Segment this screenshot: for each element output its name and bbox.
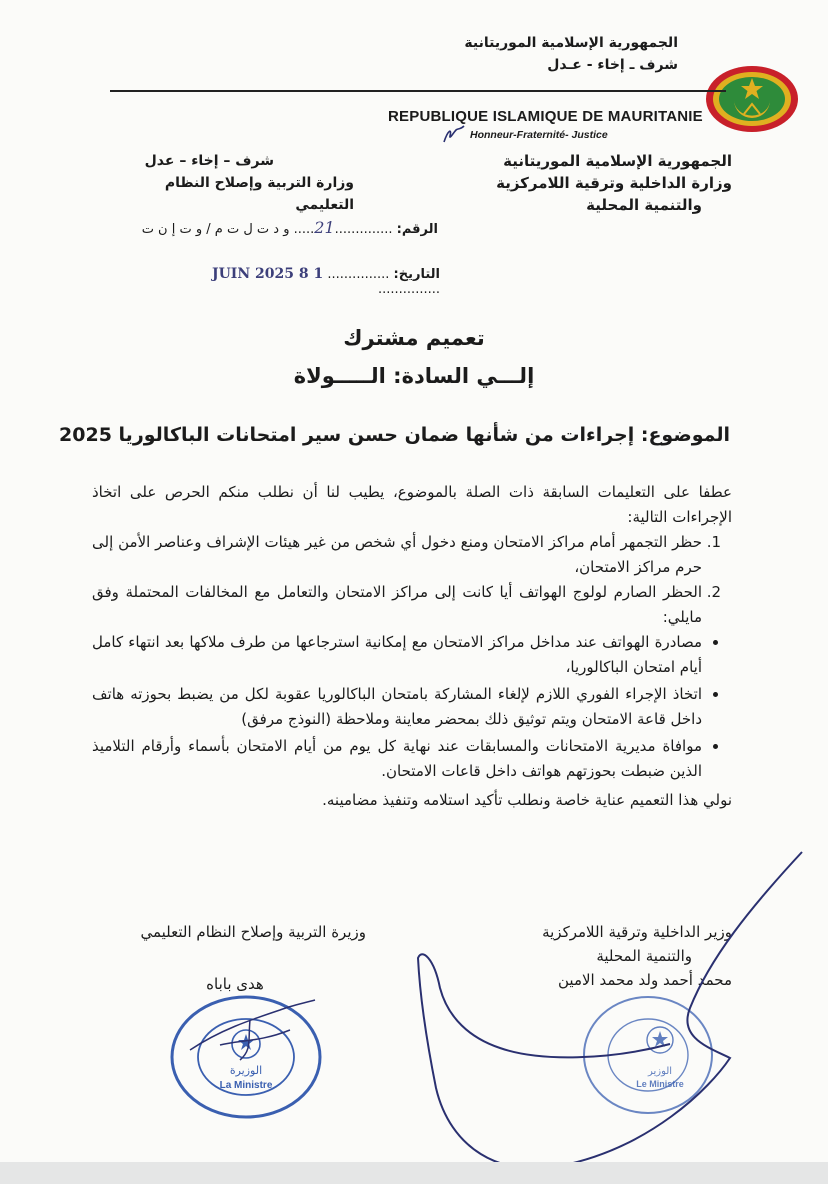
mauritania-emblem-icon: [704, 64, 800, 134]
initials-mark-icon: [440, 124, 468, 146]
header-divider: [110, 90, 726, 92]
intro-paragraph: عطفا على التعليمات السابقة ذات الصلة بالموضوع، يطيب لنا أن نطلب منكم الحرص على اتخاذ الإجراءات التالية:: [92, 483, 732, 526]
letter-body: [92, 480, 732, 813]
stamp-left-ar: الوزيرة: [229, 1064, 263, 1077]
measure-item-2: 2. الحظر الصارم لولوج الهواتف أيا كانت إلى مراكز الامتحان والتعامل مع المخالفات المحتملة وفق مايلي:: [92, 580, 702, 630]
sig-right-line-1: وزير الداخلية وترقية اللامركزية: [542, 923, 732, 941]
page-bottom-shadow: [0, 1162, 828, 1184]
interior-minister-handwritten-signature-icon: [410, 848, 810, 1178]
closing-paragraph: نولي هذا التعميم عناية خاصة ونطلب تأكيد استلامه وتنفيذ مضامينه.: [322, 791, 732, 809]
sig-right-line-2: والتنمية المحلية: [596, 947, 692, 965]
right-line-1: الجمهورية الإسلامية الموريتانية: [503, 152, 732, 170]
sanction-item-2: • اتخاذ الإجراء الفوري اللازم لإلغاء المشاركة بامتحان الباكالوريا عقوبة لكل من يضبط بحوزته هاتف داخل قاعة الامتحان ويتم توثيق ذلك بمحضر معاينة وملاحظة (النوذج مرفق): [92, 682, 702, 732]
sig-left-title: وزيرة التربية وإصلاح النظام التعليمي: [140, 923, 366, 941]
reference-line: الرقم: ..............21..... و د ت ل ت م / و ت إ ن ت: [141, 218, 438, 237]
date-stamp: 1 8 JUIN 2025: [211, 266, 324, 282]
stamp-right-ar: الوزير: [647, 1066, 673, 1077]
ref-label: الرقم:: [396, 222, 438, 237]
addressee-line: إلـــي السادة: الـــــولاة: [293, 364, 535, 388]
top-header: [464, 32, 678, 76]
top-republic-ar: الجمهورية الإسلامية الموريتانية: [464, 35, 678, 51]
sanctions-list: [92, 630, 732, 784]
republic-title-fr: REPUBLIQUE ISLAMIQUE DE MAURITANIE: [388, 108, 703, 125]
subject-line: الموضوع: إجراءات من شأنها ضمان حسن سير امتحانات الباكالوريا 2025: [59, 424, 730, 446]
measure-item-1: 1. حظر التجمهر أمام مراكز الامتحان ومنع دخول أي شخص من غير هيئات الإشراف وعناصر الأمن إلى حرم مراكز الامتحان،: [92, 530, 702, 580]
stamp-right-fr: Le Ministre: [636, 1079, 684, 1089]
left-motto: شرف – إخاء – عدل: [144, 153, 274, 169]
date-label: التاريخ:: [393, 267, 440, 282]
left-ministry: وزارة التربية وإصلاح النظام التعليمي: [164, 175, 354, 213]
sig-right-name: محمد أحمد ولد محمد الامين: [558, 971, 732, 989]
right-line-3: والتنمية المحلية: [586, 196, 702, 214]
stamp-left-fr: La Ministre: [219, 1080, 273, 1091]
education-minister-handwritten-signature-icon: [180, 990, 330, 1070]
interior-ministry-header: [496, 150, 732, 216]
ref-value: و د ت ل ت م / و ت إ ن ت: [141, 222, 290, 237]
motto-fr: Honneur-Fraternité- Justice: [470, 129, 608, 141]
ref-number: 21: [314, 218, 335, 237]
sig-left-name: هدى باباه: [206, 975, 264, 993]
education-ministry-header: [118, 150, 354, 216]
sanction-item-1: • مصادرة الهواتف عند مداخل مراكز الامتحان مع إمكانية استرجاعها من طرف ملاكها بعد انتهاء كامل أيام امتحان الباكالوريا،: [92, 630, 702, 680]
education-minister-signature-block: [104, 920, 366, 996]
circular-title: تعميم مشترك: [343, 326, 485, 350]
date-line: التاريخ: ............... 1 8 JUIN 2025 ...............: [211, 266, 440, 297]
measures-list: [92, 530, 732, 630]
right-line-2: وزارة الداخلية وترقية اللامركزية: [496, 174, 732, 192]
top-motto-ar: شرف ـ إخاء - عـدل: [547, 57, 678, 73]
sanction-item-3: • موافاة مديرية الامتحانات والمسابقات عند نهاية كل يوم من أيام الامتحان بأسماء وأرقام التلاميذ الذين ضبطت بحوزتهم هواتف داخل قاعات الامتحان.: [92, 734, 702, 784]
